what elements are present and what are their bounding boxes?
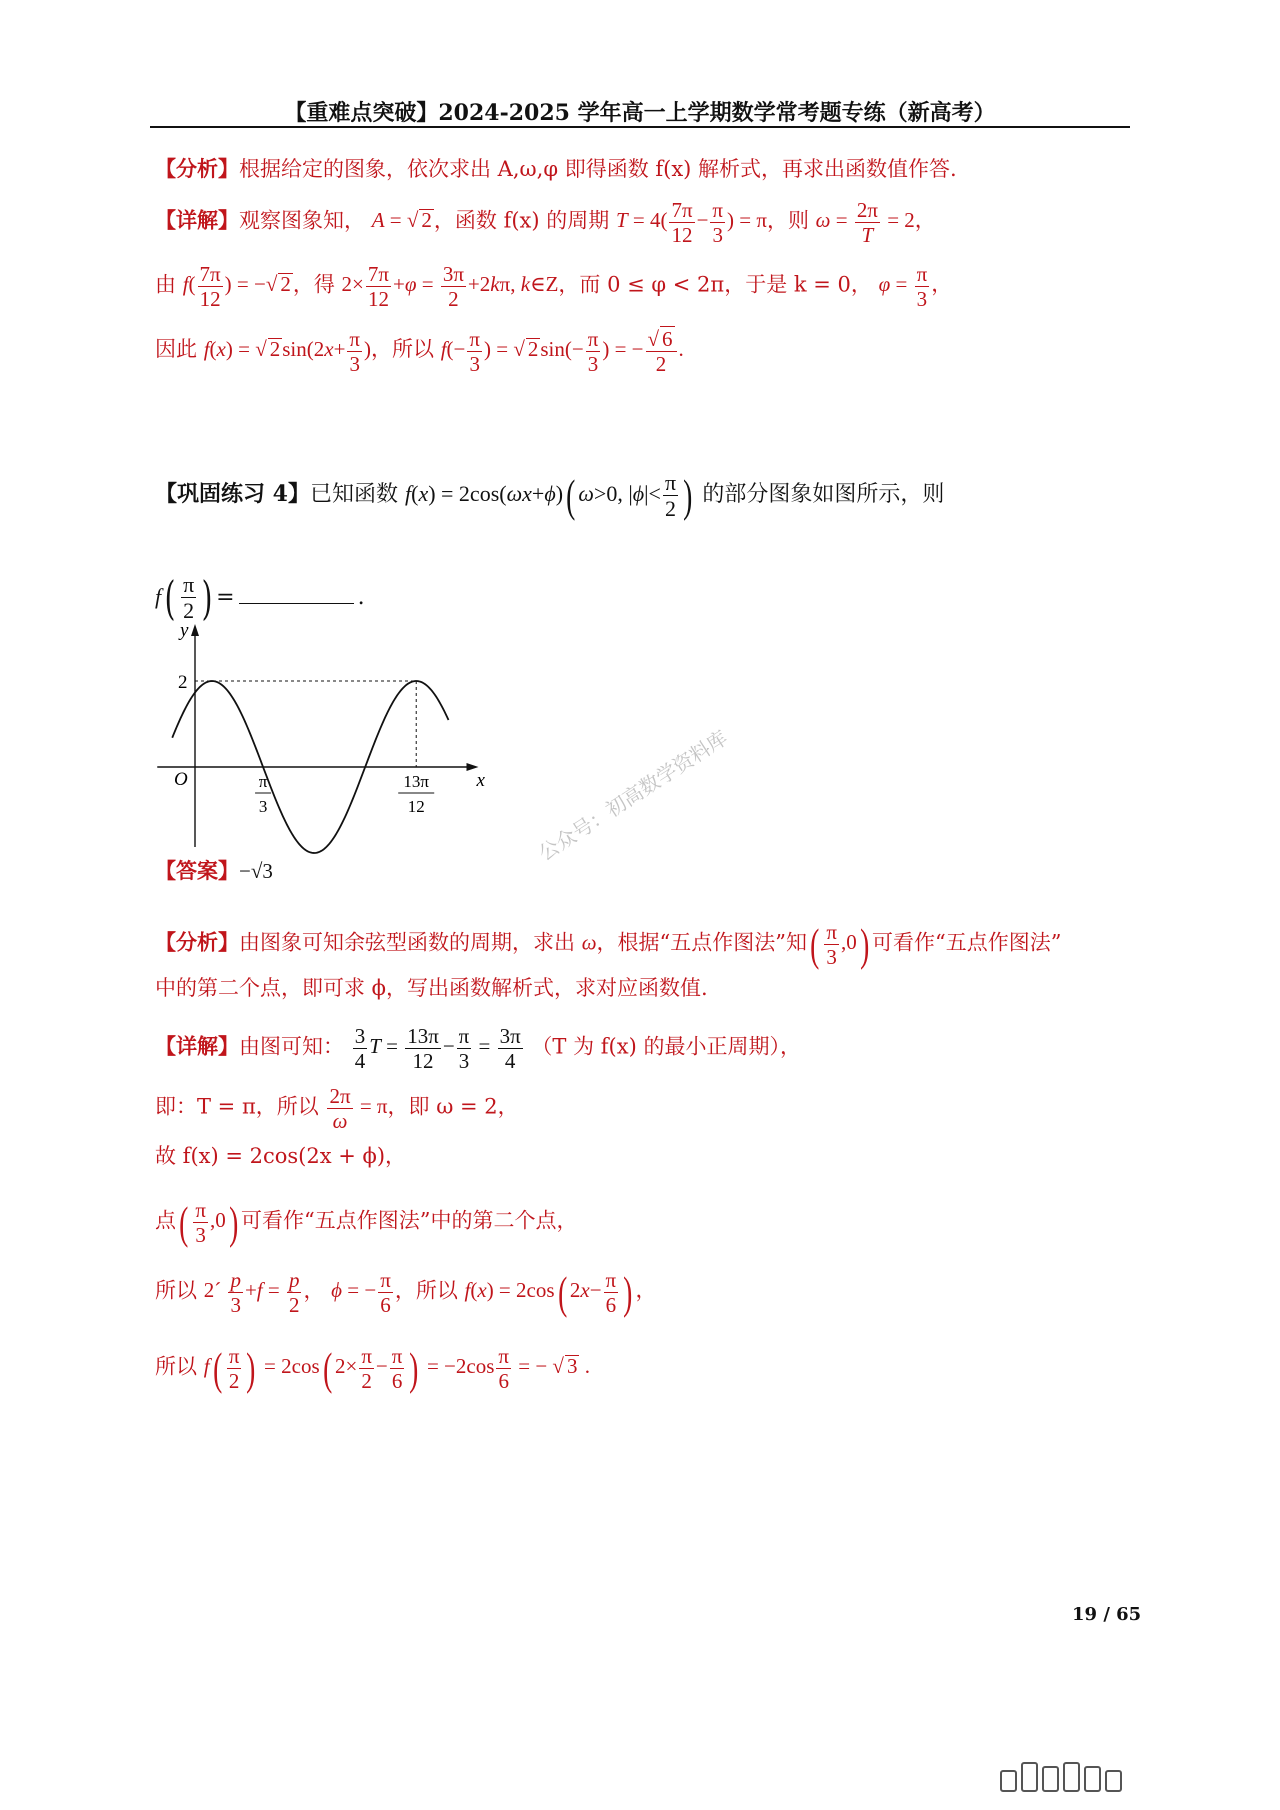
header-rule — [150, 126, 1130, 128]
app-logo-icon — [1000, 1762, 1122, 1792]
analysis-omega: ω — [581, 930, 597, 955]
y-axis-label: y — [180, 620, 189, 641]
prev-line2-tail: ，而 0 ≤ φ < 2π，于是 k = 0， — [558, 272, 872, 297]
detail-line3: 故 f(x) = 2cos(2x + ϕ)， — [155, 1144, 407, 1168]
detail-l1-b: （T 为 f(x) 的最小正周期）， — [531, 1034, 801, 1059]
answer-value: −√3 — [239, 859, 273, 883]
watermark: 公众号：初高数学资料库 — [534, 725, 732, 866]
prev-detail-c: ，则 — [766, 208, 809, 233]
blank-f: f — [155, 583, 162, 609]
prev-analysis-text: 根据给定的图象，依次求出 A,ω,φ 即得函数 f(x) 解析式，再求出函数值作答. — [239, 157, 957, 181]
answer-line — [155, 860, 273, 882]
detail-phase-expr: 2´ $\frac{p}{3}$ +f = $\frac{p}{2}$ — [203, 1268, 300, 1318]
prev-phi-expr: φ = $\frac{\pi}{3}$ ， — [878, 262, 953, 312]
prev-equation-expr: 2× $\frac{7\pi}{12}$ +φ = $\frac{3\pi}{2}$ +2kπ, k∈Z — [341, 262, 559, 312]
detail-tag: 【详解】 — [155, 1033, 239, 1059]
detail-phi-expr: ϕ = − $\frac{\pi}{6}$ — [331, 1268, 391, 1318]
prev-analysis-line — [155, 158, 957, 180]
detail-result-expr: f( $\frac{\pi}{2}$ ) = 2cos( 2× $\frac{\pi}{2}$ − $\frac{\pi}{6}$ ) = −2cos $\frac{\pi}{6}$ = − √ 3 . — [203, 1342, 590, 1394]
detail-line1 — [155, 1024, 801, 1073]
detail-l5-a: 所以 — [155, 1278, 197, 1303]
analysis-l1-c: 可看作“五点作图法” — [872, 930, 1062, 955]
detail-line4 — [155, 1198, 578, 1247]
detail-l4-b: 可看作“五点作图法”中的第二个点， — [241, 1208, 578, 1233]
page-header: 【重难点突破】2024-2025 学年高一上学期数学常考题专练（新高考） — [284, 100, 996, 126]
analysis-point-expr: ( $\frac{\pi}{3}$ ,0) — [810, 918, 869, 970]
y-axis-arrow — [191, 624, 199, 636]
detail-function-expr: f(x) = 2cos( 2x− $\frac{\pi}{6}$ ) ， — [464, 1266, 657, 1318]
x-axis-label: x — [476, 770, 485, 791]
detail-l6-a: 所以 — [155, 1354, 197, 1379]
analysis-tag: 【分析】 — [155, 929, 239, 955]
prev-detail-line — [155, 198, 936, 247]
prev-line2-prefix: 由 — [155, 272, 176, 297]
prev-line3-mid: ，所以 — [371, 336, 435, 361]
prev-value-expr: f( $\frac{7\pi}{12}$ ) = −√ 2 — [182, 262, 291, 312]
prev-function-expr: f(x) = √ 2sin(2x+ $\frac{\pi}{3}$ ) — [203, 326, 372, 376]
blank-line: f( $\frac{\pi}{2}$ ) = . — [155, 570, 365, 625]
prev-omega-expr: ω = $\frac{2\pi}{T}$ = 2， — [815, 198, 936, 248]
prev-line2 — [155, 262, 952, 311]
tick-pi-3-den: 3 — [258, 797, 268, 816]
analysis-l1-a: 由图象可知余弦型函数的周期，求出 — [239, 930, 575, 955]
prev-detail-b: ，函数 f(x) 的周期 — [433, 208, 610, 233]
problem-function-expr: f(x) = 2cos(ωx+ϕ)( ω>0, |ϕ|< $\frac{\pi}{2}$ ) — [404, 469, 693, 522]
prev-line3 — [155, 326, 684, 376]
analysis-l1-b: ，根据“五点作图法”知 — [596, 930, 807, 955]
prev-line2-mid: ，得 — [292, 272, 335, 297]
max-value-label: 2 — [178, 672, 188, 693]
prev-result-expr: f(− $\frac{\pi}{3}$ ) = √ 2sin(− $\frac{\pi}{3}$ ) = − $\frac{√ 6}{2}$ . — [440, 326, 684, 377]
detail-line6 — [155, 1344, 590, 1393]
detail-omega-expr: $\frac{2\pi}{\omega}$ = π — [329, 1084, 388, 1134]
answer-tag: 【答案】 — [155, 858, 239, 883]
page-number: 19 / 65 — [1072, 1604, 1142, 1625]
blank-equals: = — [216, 584, 235, 610]
prev-amp-expr: A = √ 2 — [371, 208, 432, 233]
origin-label: O — [174, 769, 188, 790]
answer-blank — [239, 603, 354, 604]
detail-line2 — [155, 1084, 519, 1133]
problem-text-before: 已知函数 — [309, 481, 398, 507]
detail-l1-a: 由图可知： — [239, 1034, 344, 1059]
problem-tag: 【巩固练习 4】 — [155, 480, 310, 507]
analysis-line1 — [155, 920, 1062, 969]
problem-line — [155, 470, 944, 522]
detail-line5 — [155, 1268, 656, 1317]
prev-detail-tag: 【详解】 — [155, 207, 239, 233]
tick-13pi-12-num: 13π — [403, 772, 430, 791]
problem-text-after: 的部分图象如图所示，则 — [702, 481, 945, 507]
prev-analysis-tag: 【分析】 — [155, 156, 239, 181]
prev-line3-prefix: 因此 — [155, 336, 197, 361]
tick-13pi-12-den: 12 — [407, 797, 425, 816]
blank-period: . — [357, 584, 365, 610]
analysis-line2: 中的第二个点，即可求 ϕ，写出函数解析式，求对应函数值. — [155, 976, 708, 1000]
detail-l4-a: 点 — [155, 1208, 176, 1233]
detail-l2-a: 即：T = π，所以 — [155, 1094, 319, 1119]
detail-l5-c: ，所以 — [394, 1278, 458, 1303]
cosine-graph — [140, 620, 485, 862]
detail-point-expr: ( $\frac{\pi}{3}$ ,0) — [179, 1196, 238, 1248]
prev-detail-a: 观察图象知， — [239, 208, 365, 233]
prev-period-expr: T = 4( $\frac{7\pi}{12}$ − $\frac{\pi}{3}$ ) = π — [615, 198, 767, 248]
detail-l5-b: ， — [303, 1278, 325, 1303]
detail-period-expr: $\frac{3}{4}$ T = $\frac{13\pi}{12}$ − $\frac{\pi}{3}$ = $\frac{3\pi}{4}$ — [354, 1024, 521, 1074]
tick-pi-3-num: π — [258, 772, 268, 791]
detail-l2-b: ，即 ω = 2， — [387, 1094, 519, 1119]
